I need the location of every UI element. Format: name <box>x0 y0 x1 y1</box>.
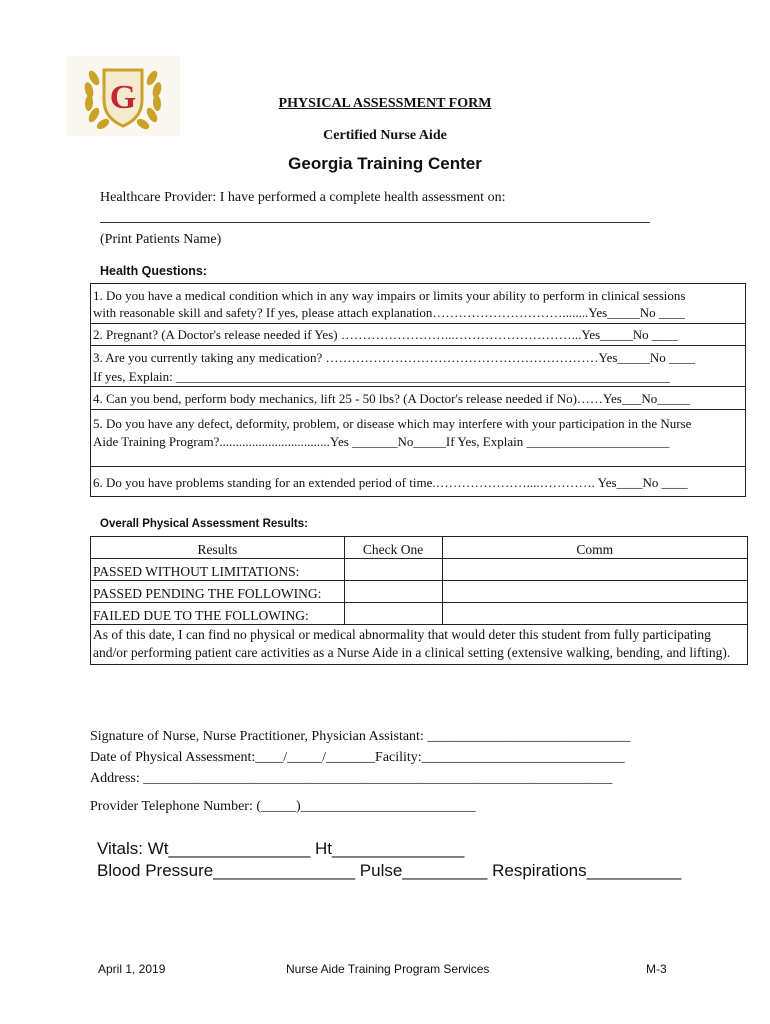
print-name-label: (Print Patients Name) <box>100 232 222 247</box>
comment-cell[interactable] <box>442 603 747 625</box>
table-row <box>91 559 748 581</box>
table-row <box>91 581 748 603</box>
page-title: PHYSICAL ASSESSMENT FORM <box>278 96 492 111</box>
result-label: PASSED PENDING THE FOLLOWING: <box>91 581 345 603</box>
column-header-results: Results <box>91 537 345 559</box>
question-6: 6. Do you have problems standing for an extended period of time.…………………....…………. Yes____No ____ <box>93 475 688 490</box>
question-3-line-1: 3. Are you currently taking any medication? ………………………………………………………Yes_____No ____ <box>93 350 696 365</box>
question-5-line-1: 5. Do you have any defect, deformity, problem, or disease which may interfere with your participation in the Nurse <box>93 416 692 431</box>
question-1-line-2: with reasonable skill and safety? If yes, please attach explanation…………………………........Yes_____No ____ <box>93 305 685 320</box>
result-label: PASSED WITHOUT LIMITATIONS: <box>91 559 345 581</box>
divider <box>91 409 745 410</box>
question-1-line-1: 1. Do you have a medical condition which in any way impairs or limits your ability to perform in clinical sessions <box>93 288 686 303</box>
check-one-cell[interactable] <box>344 581 442 603</box>
logo-letter: G <box>109 79 137 116</box>
signature-block <box>90 726 630 789</box>
question-4: 4. Can you bend, perform body mechanics, lift 25 - 50 lbs? (A Doctor's release needed if No)……Yes___No_____ <box>93 391 690 406</box>
footer-date: April 1, 2019 <box>98 962 166 976</box>
question-2: 2. Pregnant? (A Doctor's release needed if Yes) ……………………...………………………...Yes_____No ____ <box>93 327 678 342</box>
vitals-block <box>97 838 681 882</box>
check-one-cell[interactable] <box>344 603 442 625</box>
divider <box>91 323 745 324</box>
divider <box>91 386 745 387</box>
vitals-bp-pulse-resp-field[interactable]: Blood Pressure_______________ Pulse_________ Respirations__________ <box>97 861 682 880</box>
vitals-weight-height-field[interactable]: Vitals: Wt_______________ Ht______________ <box>97 839 465 858</box>
column-header-comm: Comm <box>442 537 747 559</box>
patient-name-field[interactable] <box>100 222 650 223</box>
result-label: FAILED DUE TO THE FOLLOWING: <box>91 603 345 625</box>
table-row <box>91 625 748 665</box>
address-field[interactable]: Address: ___________________________________________________________________ <box>90 771 613 786</box>
provider-statement: Healthcare Provider: I have performed a complete health assessment on: <box>100 190 506 205</box>
footer-program: Nurse Aide Training Program Services <box>286 962 490 976</box>
check-one-cell[interactable] <box>344 559 442 581</box>
health-questions-box <box>90 283 746 497</box>
page-subtitle: Certified Nurse Aide <box>323 128 447 143</box>
health-questions-heading: Health Questions: <box>100 264 207 278</box>
footer-page-number: M-3 <box>646 962 667 976</box>
assessment-statement: As of this date, I can find no physical or medical abnormality that would deter this student from fully participating and/or performing patient care activities as a Nurse Aide in a clinical setting (extensive walking, bending, and lifting). <box>91 625 748 665</box>
divider <box>91 466 745 467</box>
question-3-line-2: If yes, Explain: ____________________________________________________________________________ <box>93 369 671 384</box>
results-table <box>90 536 748 665</box>
column-header-check-one: Check One <box>344 537 442 559</box>
training-center-name: Georgia Training Center <box>288 154 482 173</box>
table-row <box>91 603 748 625</box>
date-facility-field[interactable]: Date of Physical Assessment:____/_____/_______Facility:_____________________________ <box>90 750 625 765</box>
phone-field[interactable]: Provider Telephone Number: (_____)_________________________ <box>90 799 476 814</box>
question-5-line-2: Aide Training Program?..................................Yes _______No_____If Yes, Explain ______________________ <box>93 434 670 449</box>
divider <box>91 345 745 346</box>
comment-cell[interactable] <box>442 581 747 603</box>
results-heading: Overall Physical Assessment Results: <box>100 518 308 530</box>
signature-field[interactable]: Signature of Nurse, Nurse Practitioner, Physician Assistant: _____________________________ <box>90 729 631 744</box>
table-header-row <box>91 537 748 559</box>
comment-cell[interactable] <box>442 559 747 581</box>
